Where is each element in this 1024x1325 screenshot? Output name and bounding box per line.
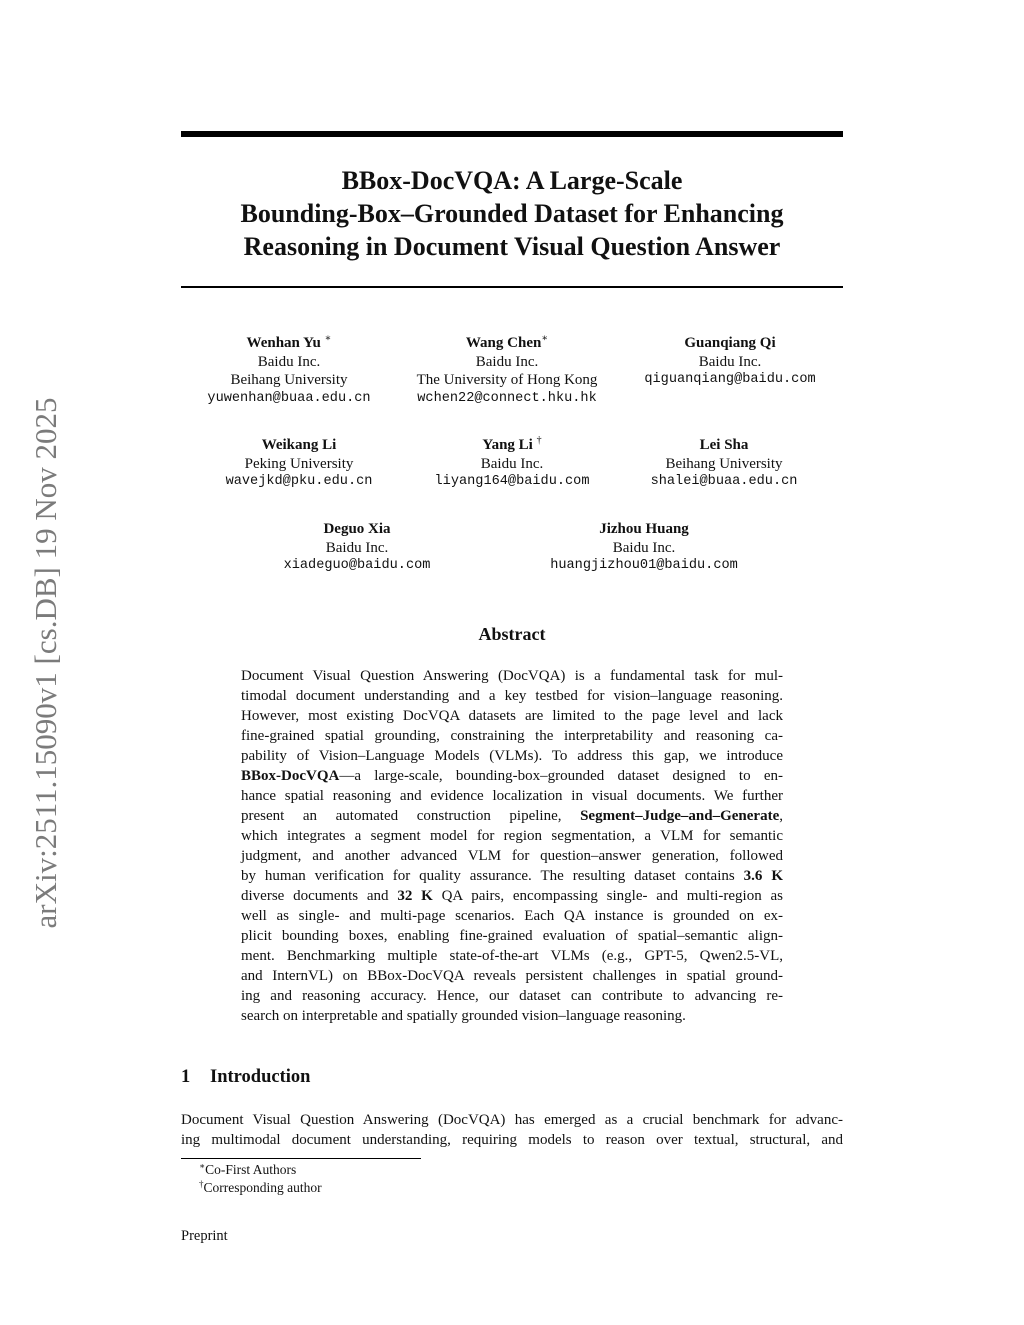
author-name: Deguo Xia — [323, 521, 391, 537]
abstract-line: However, most existing DocVQA datasets are limited to the page level and lack — [241, 708, 783, 724]
author-block — [412, 436, 612, 492]
author-name: Yang Li — [482, 437, 533, 453]
abstract-line: hance spatial reasoning and evidence localization in visual documents. We further — [241, 788, 783, 804]
document-count: 3.6 K — [743, 868, 783, 884]
author-affiliation: Baidu Inc. — [475, 353, 539, 370]
abstract-line: present an automated construction pipeline, Segment–Judge–and–Generate, — [241, 808, 783, 824]
abstract-line: ing and reasoning accuracy. Hence, our dataset can contribute to advancing re- — [241, 988, 783, 1004]
footnote-mark: † — [199, 1179, 204, 1189]
footnote-corresponding: †Corresponding author — [199, 1179, 322, 1195]
author-block — [634, 436, 814, 492]
abstract-line: judgment, and another advanced VLM for question–answer generation, followed — [241, 848, 783, 864]
abstract-heading: Abstract — [478, 624, 546, 644]
author-affiliation: Baidu Inc. — [612, 539, 676, 556]
abstract-line: by human verification for quality assurance. The resulting dataset contains 3.6 K — [241, 868, 783, 884]
footnote-rule — [181, 1158, 421, 1159]
author-block — [209, 436, 389, 492]
author-email: wavejkd@pku.edu.cn — [225, 474, 373, 489]
author-mark: † — [536, 435, 542, 446]
abstract-line: pability of Vision–Language Models (VLMs). To address this gap, we introduce — [241, 748, 783, 764]
abstract-line: timodal document understanding and a key testbed for vision–language reasoning. — [241, 688, 783, 704]
author-block — [267, 520, 447, 576]
author-mark: ∗ — [324, 333, 332, 344]
abstract-line: fine-grained spatial grounding, constraining the interpretability and reasoning ca- — [241, 728, 783, 744]
title-line: BBox-DocVQA: A Large-Scale — [341, 166, 683, 195]
author-block — [534, 520, 754, 576]
qa-count: 32 K — [397, 888, 433, 904]
author-email: yuwenhan@buaa.edu.cn — [207, 390, 371, 406]
author-affiliation: Beihang University — [230, 372, 348, 388]
abstract-line: BBox-DocVQA—a large-scale, bounding-box–grounded dataset designed to en- — [241, 768, 783, 784]
arxiv-stamp: arXiv:2511.15090v1 [cs.DB] 19 Nov 2025 — [28, 397, 63, 929]
author-name: Wang Chen — [465, 335, 542, 351]
intro-paragraph — [181, 1110, 843, 1150]
author-affiliation: The University of Hong Kong — [416, 372, 598, 388]
dataset-name: BBox-DocVQA — [241, 768, 340, 784]
paper-title — [181, 164, 843, 263]
author-affiliation: Baidu Inc. — [698, 353, 762, 370]
author-block — [630, 334, 830, 390]
author-name: Wenhan Yu — [246, 335, 321, 351]
author-name: Lei Sha — [699, 437, 749, 453]
abstract-line: plicit bounding boxes, enabling fine-grained evaluation of spatial–semantic align- — [241, 928, 783, 944]
footnote-mark: ∗ — [199, 1161, 206, 1171]
title-top-rule — [181, 131, 843, 137]
section-title: Introduction — [210, 1067, 311, 1087]
author-name: Weikang Li — [261, 437, 337, 453]
author-email: shalei@buaa.edu.cn — [650, 474, 798, 489]
author-affiliation: Beihang University — [665, 455, 783, 472]
author-name: Jizhou Huang — [599, 521, 689, 537]
section-heading — [181, 1067, 310, 1088]
author-name: Guanqiang Qi — [684, 335, 776, 351]
author-block — [199, 334, 379, 408]
title-bottom-rule — [181, 286, 843, 288]
author-affiliation: Baidu Inc. — [257, 353, 321, 370]
author-affiliation: Baidu Inc. — [325, 539, 389, 556]
footer-preprint: Preprint — [181, 1228, 228, 1244]
intro-line: Document Visual Question Answering (DocVQA) has emerged as a crucial benchmark for advanc- — [181, 1112, 843, 1128]
section-number: 1 — [181, 1067, 191, 1087]
author-email: liyang164@baidu.com — [434, 474, 590, 489]
author-email: xiadeguo@baidu.com — [283, 558, 431, 573]
title-line: Reasoning in Document Visual Question Answer — [243, 232, 781, 261]
abstract-line: diverse documents and 32 K QA pairs, encompassing single- and multi-region as — [241, 888, 783, 904]
author-affiliation: Baidu Inc. — [480, 455, 544, 472]
abstract-line: well as single- and multi-page scenarios. Each QA instance is grounded on ex- — [241, 908, 783, 924]
abstract-line: search on interpretable and spatially grounded vision–language reasoning. — [241, 1008, 686, 1024]
intro-line: ing multimodal document understanding, requiring models to reason over textual, structural, and — [181, 1132, 843, 1148]
title-line: Bounding-Box–Grounded Dataset for Enhancing — [240, 199, 784, 228]
author-block — [402, 334, 612, 408]
author-email: qiguanqiang@baidu.com — [644, 372, 816, 387]
abstract-line: and InternVL) on BBox-DocVQA reveals persistent challenges in spatial ground- — [241, 968, 783, 984]
footnote-co-first: ∗Co-First Authors — [199, 1161, 297, 1177]
abstract-line: ment. Benchmarking multiple state-of-the-art VLMs (e.g., GPT-5, Qwen2.5-VL, — [241, 948, 783, 964]
abstract-line: which integrates a segment model for region segmentation, a VLM for semantic — [241, 828, 783, 844]
author-affiliation: Peking University — [244, 455, 354, 472]
abstract-body — [241, 666, 783, 1026]
author-email: huangjizhou01@baidu.com — [550, 558, 738, 573]
author-email: wchen22@connect.hku.hk — [417, 390, 597, 406]
pipeline-name: Segment–Judge–and–Generate — [580, 808, 780, 824]
author-mark: ∗ — [541, 333, 549, 344]
abstract-line: Document Visual Question Answering (DocVQA) is a fundamental task for mul- — [241, 668, 783, 684]
